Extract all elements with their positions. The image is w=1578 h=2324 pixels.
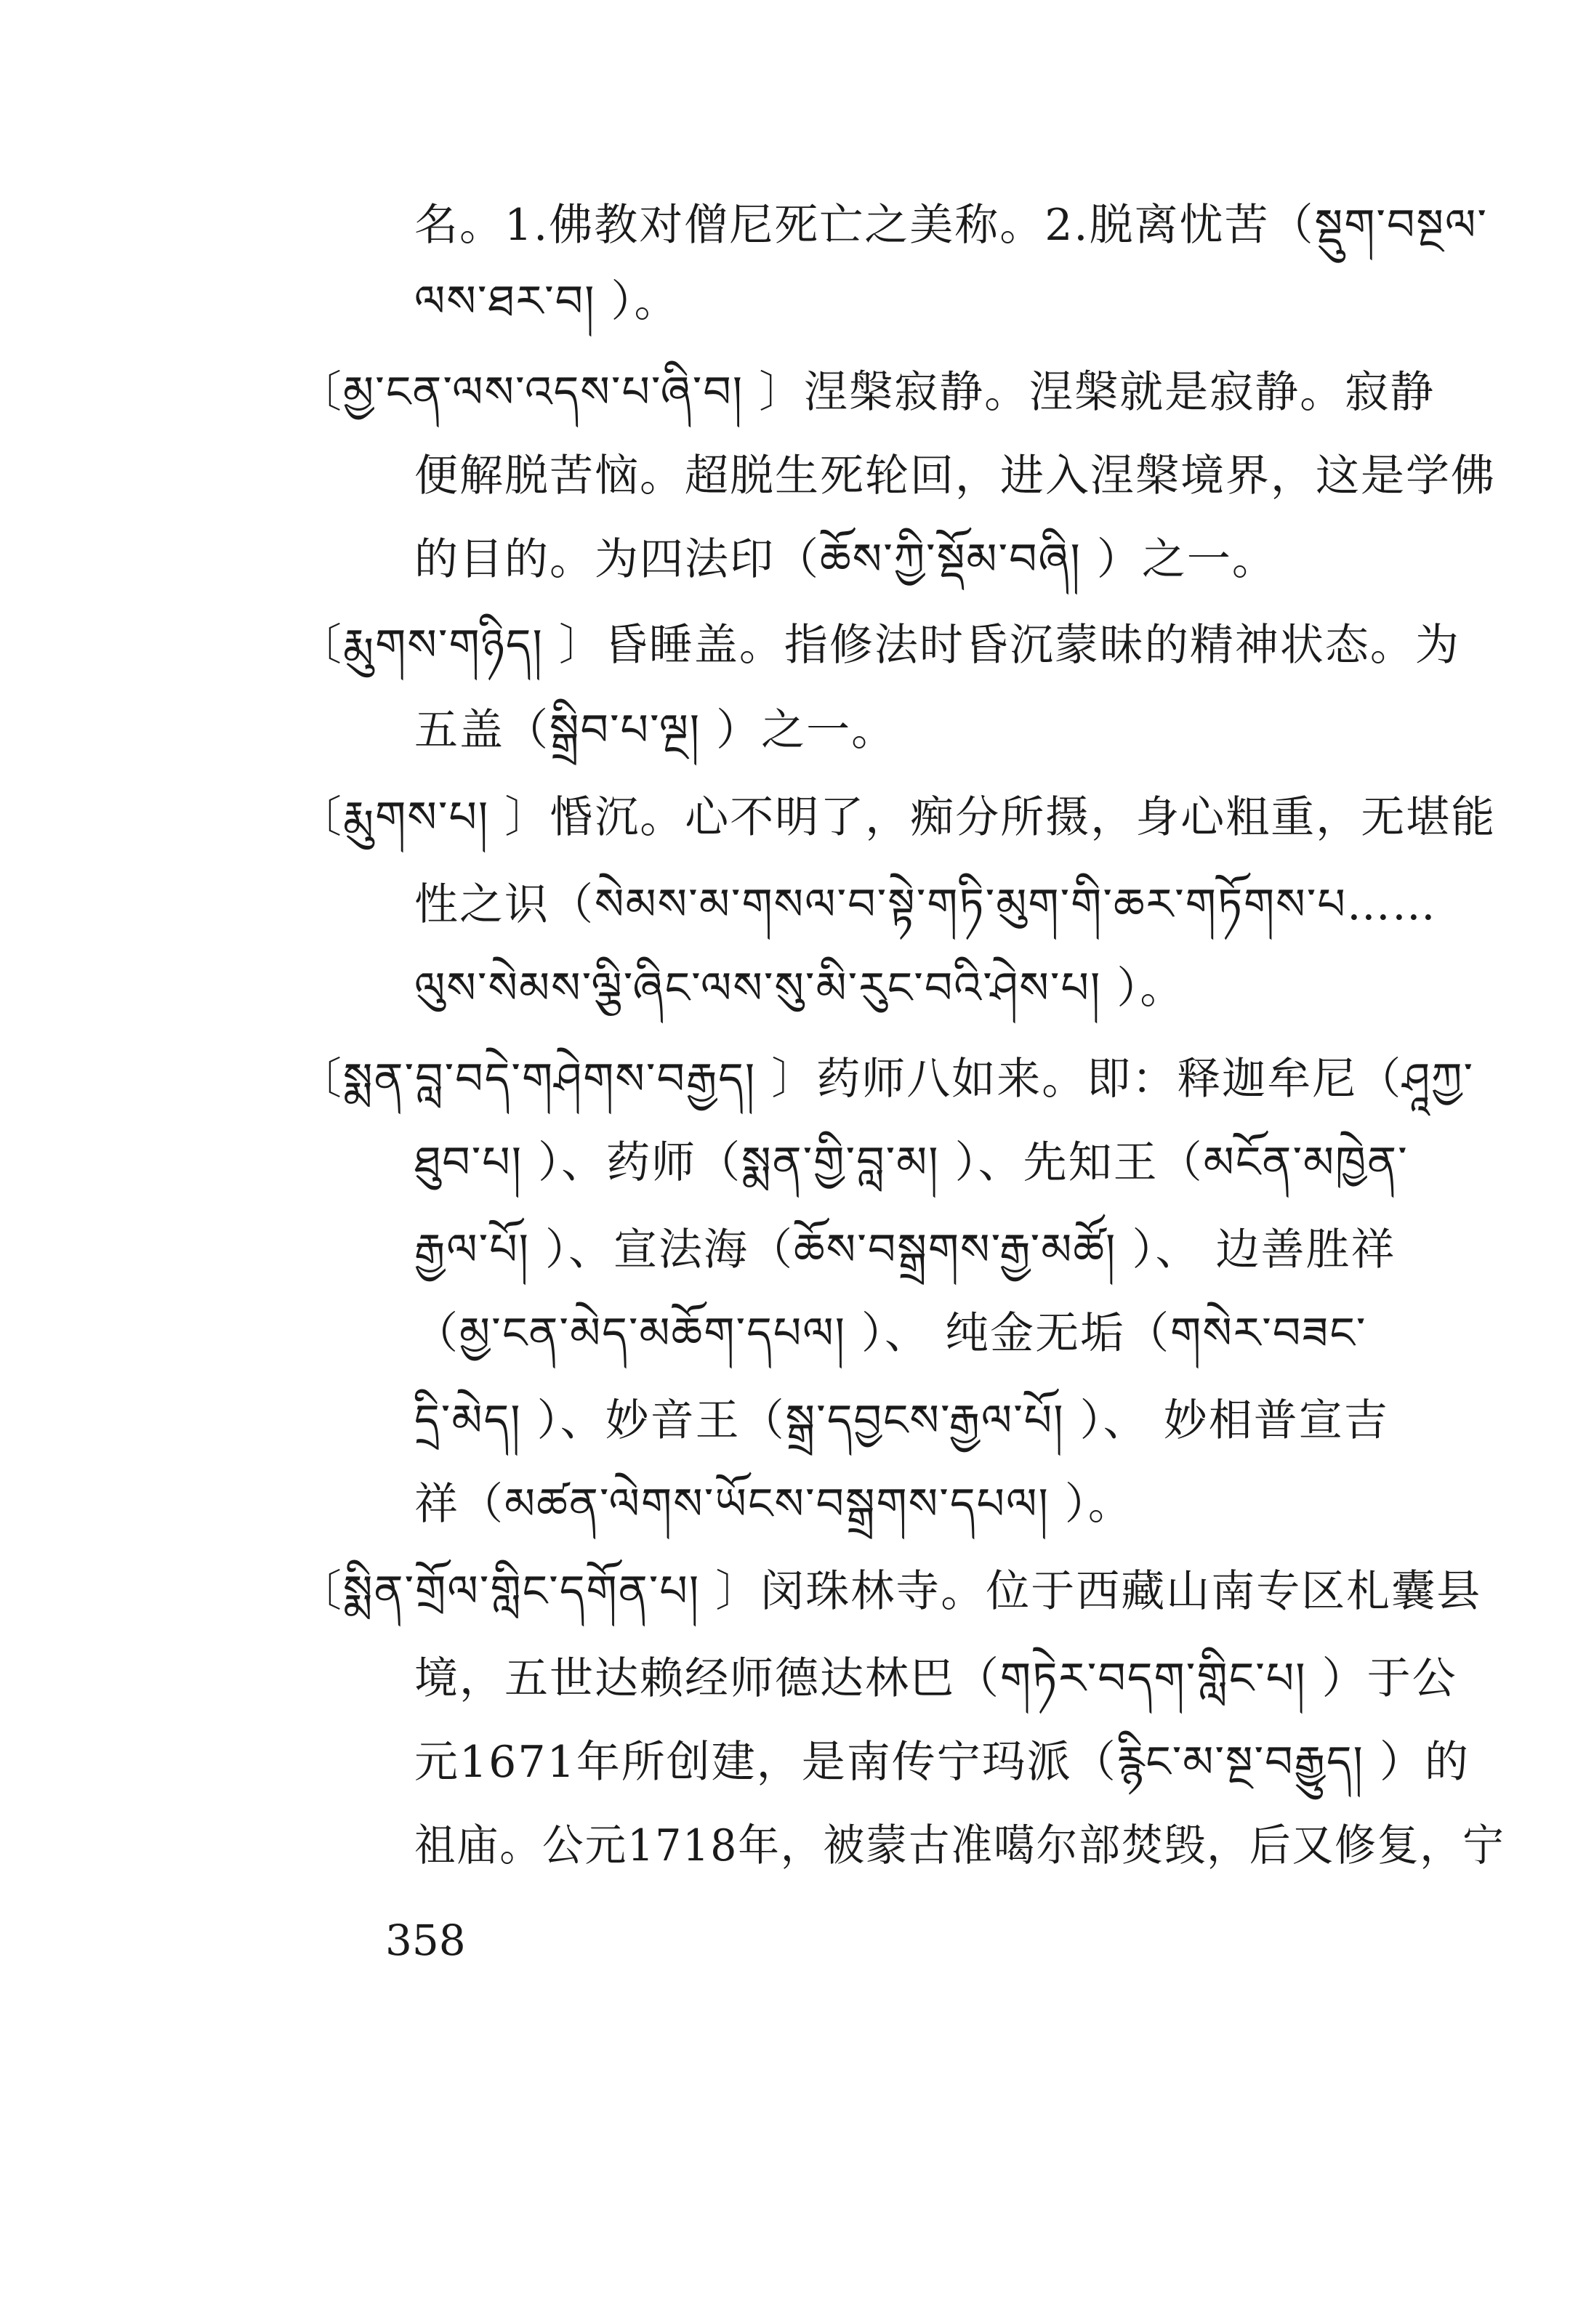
entry-headword-line: 〔སྨིན་གྲོལ་གླིང་དགོན་པ། 〕闵珠林寺。位于西藏山南专区札囊县	[298, 1566, 1482, 1617]
entry-headword-line: 〔རྨུགས་གཉིད། 〕昏睡盖。指修法时昏沉蒙昧的精神状态。为	[298, 620, 1460, 671]
page-number: 358	[385, 1916, 466, 1965]
text-line: 的目的。为四法印（ཆོས་ཀྱི་སྡོམ་བཞི། ）之一。	[414, 534, 1277, 585]
text-line: ཐུབ་པ། ）、药师（སྨན་གྱི་བླ་མ། ）、先知王（མངོན་མཁྱེན་	[414, 1137, 1409, 1188]
text-line: རྒྱལ་པོ། ）、宣法海（ཆོས་བསྒྲགས་རྒྱ་མཚོ། ）、 边善胜祥	[414, 1224, 1396, 1275]
text-line: （མྱ་ངན་མེད་མཆོག་དཔལ། ）、 纯金无垢（གསེར་བཟང་	[414, 1308, 1367, 1359]
entry-headword-line: 〔སྨན་བླ་བདེ་གཤེགས་བརྒྱད། 〕药师八如来。即：释迦牟尼（ཤཱཀྱ་	[298, 1054, 1475, 1105]
text-line: 性之识（སེམས་མ་གསལ་བ་སྟེ་གཏི་མུག་གི་ཆར་གཏོགས་པ……	[414, 879, 1437, 930]
text-line: ལུས་སེམས་ལྕི་ཞིང་ལས་སུ་མི་རུང་བའི་ཤེས་པ། ）。	[414, 963, 1185, 1014]
text-line: 便解脱苦恼。超脱生死轮回，进入涅槃境界，这是学佛	[414, 451, 1496, 501]
entry-headword-line: 〔མྱ་ངན་ལས་འདས་པ་ཞི་བ། 〕涅槃寂静。涅槃就是寂静。寂静	[298, 367, 1436, 418]
text-line: 境，五世达赖经师德达林巴（གཏེར་བདག་གླིང་པ། ）于公	[414, 1653, 1457, 1704]
text-line: 祥（མཚན་ལེགས་ཡོངས་བསྒྲགས་དཔལ། ）。	[414, 1479, 1133, 1530]
entry-headword-line: 〔རྨུགས་པ། 〕惛沉。心不明了，痴分所摄，身心粗重，无堪能	[298, 792, 1497, 843]
text-line: 名。1.佛教对僧尼死亡之美称。2.脱离忧苦（སྡུག་བསྔལ་	[414, 200, 1488, 251]
text-line: 元1671年所创建，是南传宁玛派（རྙིང་མ་སྔ་བརྒྱུད། ）的	[414, 1737, 1470, 1788]
text-line: ལས་ཐར་བ། ）。	[414, 276, 680, 327]
text-line: དྲི་མེད། ）、妙音王（སྒྲ་དབྱངས་རྒྱལ་པོ། ）、 妙相普宣吉	[414, 1395, 1389, 1446]
text-line: 五盖（སྒྲིབ་པ་ལྔ། ）之一。	[414, 705, 897, 756]
text-line: 祖庙。公元1718年，被蒙古准噶尔部焚毁，后又修复，宁	[414, 1820, 1505, 1871]
